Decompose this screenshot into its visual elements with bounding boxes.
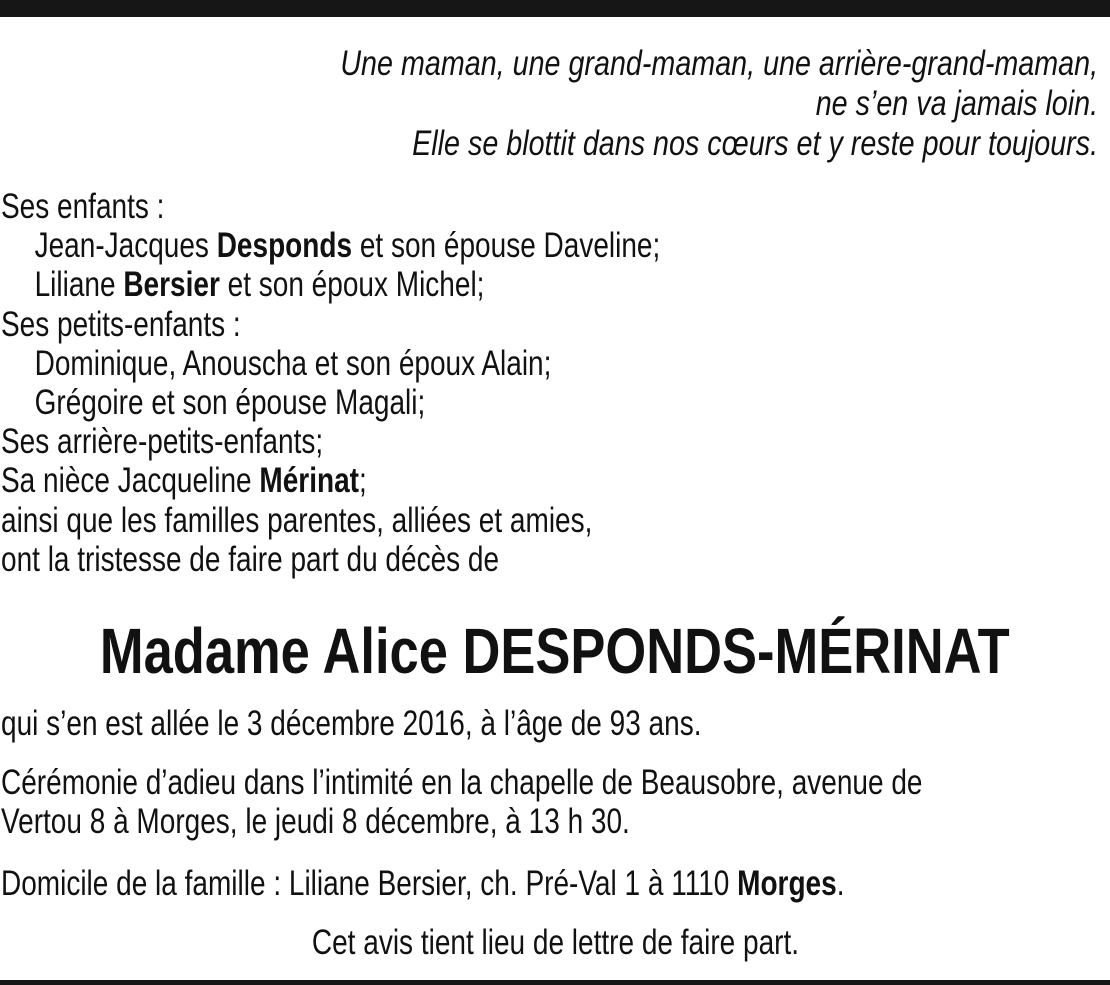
child-1-spouse: et son épouse Daveline; <box>352 226 661 266</box>
grandchild-1: Dominique, Anouscha et son époux Alain; <box>34 343 552 383</box>
niece-punctuation: ; <box>358 461 367 501</box>
grandchild-2: Grégoire et son épouse Magali; <box>34 383 426 423</box>
relatives-line: ainsi que les familles parentes, alliées et amies, <box>1 500 593 540</box>
closing-text: Cet avis tient lieu de lettre de faire part. <box>311 923 799 962</box>
ceremony-info <box>1 763 1110 841</box>
domicile-line <box>1 864 844 903</box>
domicile-address: Domicile de la famille : Liliane Bersier, ch. Pré-Val 1 à 1110 <box>1 864 738 903</box>
niece-surname: Mérinat <box>259 461 359 501</box>
niece <box>1 461 660 500</box>
grandchildren-heading: Ses petits-enfants : <box>1 304 241 344</box>
deceased-name-heading <box>0 613 1110 689</box>
family-list <box>1 187 825 579</box>
child-2 <box>1 265 660 304</box>
children-heading: Ses enfants : <box>1 187 165 226</box>
child-2-first-name: Liliane <box>34 265 124 305</box>
child-1-first-name: Jean-Jacques <box>34 226 217 266</box>
domicile-info <box>1 864 1055 903</box>
niece-first-name: Sa nièce Jacqueline <box>1 461 260 501</box>
epigraph <box>174 44 1098 164</box>
deceased-name: Madame Alice DESPONDS-MÉRINAT <box>100 615 1010 687</box>
child-1 <box>1 226 660 265</box>
child-1-surname: Desponds <box>216 226 353 266</box>
epigraph-line-2: ne s’en va jamais loin. <box>815 84 1098 123</box>
domicile-town: Morges <box>737 864 837 903</box>
ceremony-line-2: Vertou 8 à Morges, le jeudi 8 décembre, à 13 h 30. <box>1 802 630 841</box>
ceremony-line-1: Cérémonie d’adieu dans l’intimité en la chapelle de Beausobre, avenue de <box>1 763 923 802</box>
domicile-punctuation: . <box>836 864 845 903</box>
great-grandchildren: Ses arrière-petits-enfants; <box>1 422 324 462</box>
bottom-border-rule <box>0 980 1110 985</box>
child-2-spouse: et son époux Michel; <box>219 265 485 305</box>
child-2-surname: Bersier <box>123 265 220 305</box>
closing-note <box>0 923 1110 962</box>
death-info-text: qui s’en est allée le 3 décembre 2016, à l’âge de 93 ans. <box>1 704 702 743</box>
epigraph-line-1: Une maman, une grand-maman, une arrière-grand-maman, <box>340 44 1098 83</box>
epigraph-line-3: Elle se blottit dans nos cœurs et y reste pour toujours. <box>412 124 1099 163</box>
top-border-rule <box>0 0 1110 17</box>
death-info <box>1 704 877 743</box>
announcement-line: ont la tristesse de faire part du décès de <box>1 539 500 579</box>
